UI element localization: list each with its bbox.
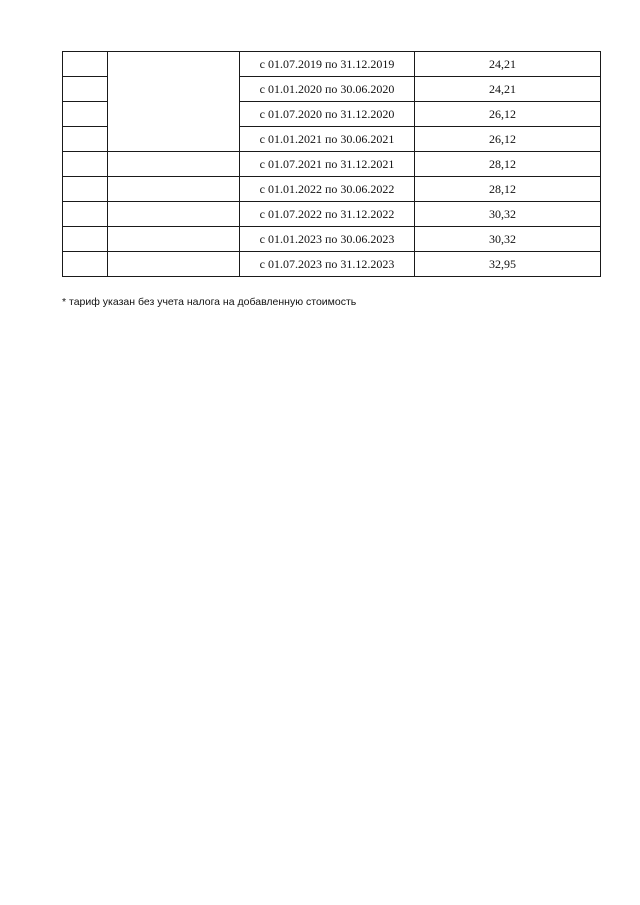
row-number-cell bbox=[63, 177, 108, 202]
row-number-cell bbox=[63, 127, 108, 152]
tariff-value-cell: 28,12 bbox=[415, 152, 601, 177]
name-cell bbox=[108, 152, 240, 177]
period-cell: с 01.01.2022 по 30.06.2022 bbox=[240, 177, 415, 202]
table-row bbox=[63, 252, 601, 277]
vat-footnote: * тариф указан без учета налога на добавленную стоимость bbox=[62, 296, 357, 308]
period-cell: с 01.07.2019 по 31.12.2019 bbox=[240, 52, 415, 77]
period-cell: с 01.01.2023 по 30.06.2023 bbox=[240, 227, 415, 252]
name-cell bbox=[108, 252, 240, 277]
table-row bbox=[63, 177, 601, 202]
tariff-value-cell: 30,32 bbox=[415, 202, 601, 227]
period-cell: с 01.01.2021 по 30.06.2021 bbox=[240, 127, 415, 152]
name-cell bbox=[108, 202, 240, 227]
tariff-value-cell: 32,95 bbox=[415, 252, 601, 277]
row-number-cell bbox=[63, 152, 108, 177]
tariff-value-cell: 24,21 bbox=[415, 77, 601, 102]
period-cell: с 01.07.2022 по 31.12.2022 bbox=[240, 202, 415, 227]
tariff-value-cell: 28,12 bbox=[415, 177, 601, 202]
table-row bbox=[63, 52, 601, 77]
row-number-cell bbox=[63, 52, 108, 77]
table-row bbox=[63, 202, 601, 227]
table-row bbox=[63, 152, 601, 177]
row-number-cell bbox=[63, 102, 108, 127]
tariff-value-cell: 26,12 bbox=[415, 102, 601, 127]
tariff-table bbox=[62, 51, 601, 277]
row-number-cell bbox=[63, 227, 108, 252]
row-number-cell bbox=[63, 77, 108, 102]
name-cell bbox=[108, 177, 240, 202]
name-cell bbox=[108, 227, 240, 252]
period-cell: с 01.07.2021 по 31.12.2021 bbox=[240, 152, 415, 177]
tariff-table-body bbox=[63, 52, 601, 277]
period-cell: с 01.01.2020 по 30.06.2020 bbox=[240, 77, 415, 102]
tariff-value-cell: 26,12 bbox=[415, 127, 601, 152]
row-number-cell bbox=[63, 202, 108, 227]
table-row bbox=[63, 227, 601, 252]
tariff-value-cell: 24,21 bbox=[415, 52, 601, 77]
merged-name-cell bbox=[108, 52, 240, 152]
tariff-value-cell: 30,32 bbox=[415, 227, 601, 252]
row-number-cell bbox=[63, 252, 108, 277]
period-cell: с 01.07.2023 по 31.12.2023 bbox=[240, 252, 415, 277]
period-cell: с 01.07.2020 по 31.12.2020 bbox=[240, 102, 415, 127]
